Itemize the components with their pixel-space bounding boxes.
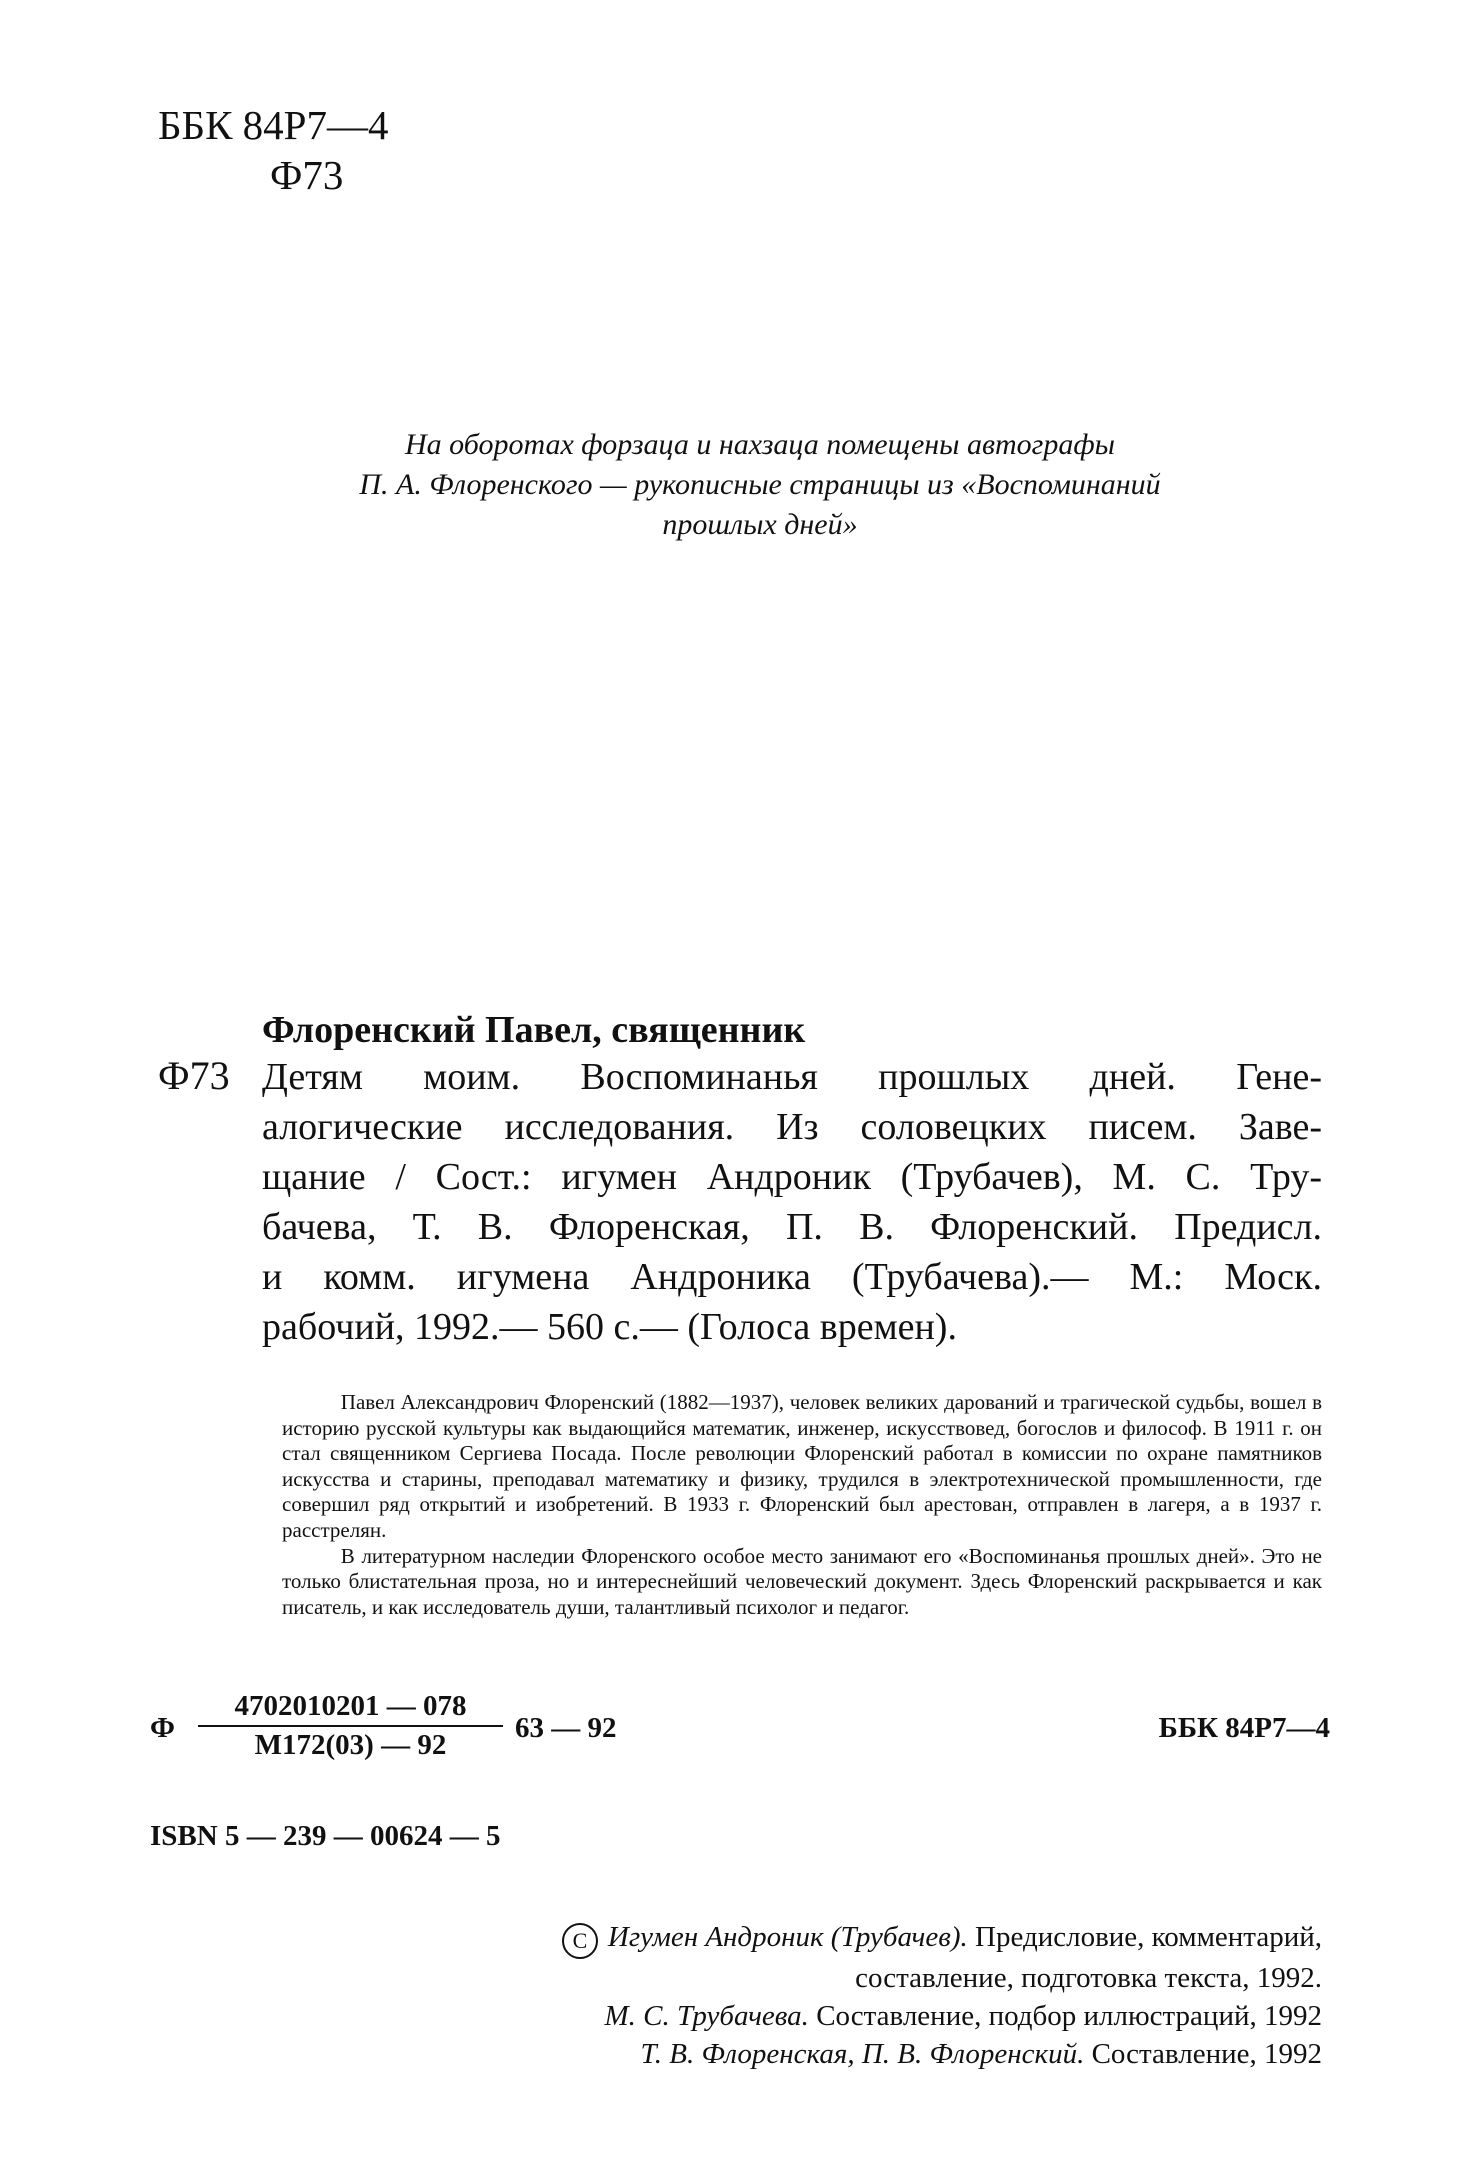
description-line: бачева, Т. В. Флоренская, П. В. Флоренский. Предисл. xyxy=(262,1206,1322,1248)
copyright-line xyxy=(322,1918,1322,1959)
copyright-block xyxy=(322,1918,1322,2073)
copyright-holder: М. С. Трубачева. xyxy=(604,2000,809,2032)
catalog-fraction xyxy=(198,1690,503,1762)
annotation-paragraph: Павел Александрович Флоренский (1882—1937), человек великих дарований и трагической судьбы, вошел в историю русской культуры как выдающийся математик, инженер, искусствовед, богослов и философ. В 1911 г. он стал священником Сергиева Посада. После революции Флоренский работал в комиссии по охране памятников искусства и старины, преподавал математику и физику, трудился в электротехнической промышленности, где совершил ряд открытий и изобретений. В 1933 г. Флоренский был арестован, отправлен в лагеря, а в 1937 г. расстрелян. xyxy=(282,1390,1322,1542)
description-line: Детям моим. Воспоминанья прошлых дней. Гене- xyxy=(262,1056,1322,1098)
catalog-numerator: 4702010201 — 078 xyxy=(198,1690,503,1727)
catalog-denominator: М172(03) — 92 xyxy=(254,1729,447,1761)
copyright-detail: Составление, подбор иллюстраций, 1992 xyxy=(808,2000,1322,2032)
note-line: П. А. Флоренского — рукописные страницы из «Воспоминаний xyxy=(359,468,1161,501)
note-line: прошлых дней» xyxy=(662,508,858,541)
catalog-letter: Ф xyxy=(150,1712,175,1744)
isbn: ISBN 5 — 239 — 00624 — 5 xyxy=(150,1820,501,1852)
description-line: рабочий, 1992.— 560 с.— (Голоса времен). xyxy=(262,1306,957,1348)
copyright-line xyxy=(322,1997,1322,2035)
copyright-line xyxy=(322,2035,1322,2073)
catalog-bbk-code: ББК 84Р7—4 xyxy=(1158,1712,1330,1744)
annotation-paragraph: В литературном наследии Флоренского особое место занимают его «Воспоминанья прошлых дней». Это не только блистательная проза, но и интереснейший человеческий документ. Здесь Флоренский раскрывается и как писатель, и как исследователь души, талантливый психолог и педагог. xyxy=(282,1543,1322,1619)
endpaper-note xyxy=(280,425,1240,545)
copyright-detail: Предисловие, комментарий, xyxy=(967,1921,1322,1953)
description-line: и комм. игумена Андроника (Трубачева).— М.: Моск. xyxy=(262,1256,1322,1298)
catalog-index-row xyxy=(150,1690,1330,1770)
bibliographic-description xyxy=(262,1052,1322,1352)
annotation xyxy=(282,1390,1322,1620)
author-sign: Ф73 xyxy=(270,152,344,198)
copyright-icon: C xyxy=(562,1923,598,1959)
author-heading: Флоренский Павел, священник xyxy=(262,1009,806,1051)
description-line: щание / Сост.: игумен Андроник (Трубачев), М. С. Тру- xyxy=(262,1156,1322,1198)
description-line: алогические исследования. Из соловецких писем. Заве- xyxy=(262,1106,1322,1148)
bbk-code: ББК 84Р7—4 xyxy=(158,102,389,148)
copyright-line: составление, подготовка текста, 1992. xyxy=(855,1962,1322,1994)
copyright-detail: Составление, 1992 xyxy=(1084,2038,1322,2070)
copyright-holder: Игумен Андроник (Трубачев). xyxy=(607,1921,968,1953)
bbk-index-top xyxy=(158,100,389,200)
copyright-holder: Т. В. Флоренская, П. В. Флоренский. xyxy=(640,2038,1085,2070)
note-line: На оборотах форзаца и нахзаца помещены автографы xyxy=(405,428,1115,461)
catalog-author-sign: Ф73 xyxy=(158,1053,230,1098)
catalog-order-code: 63 — 92 xyxy=(515,1712,617,1744)
